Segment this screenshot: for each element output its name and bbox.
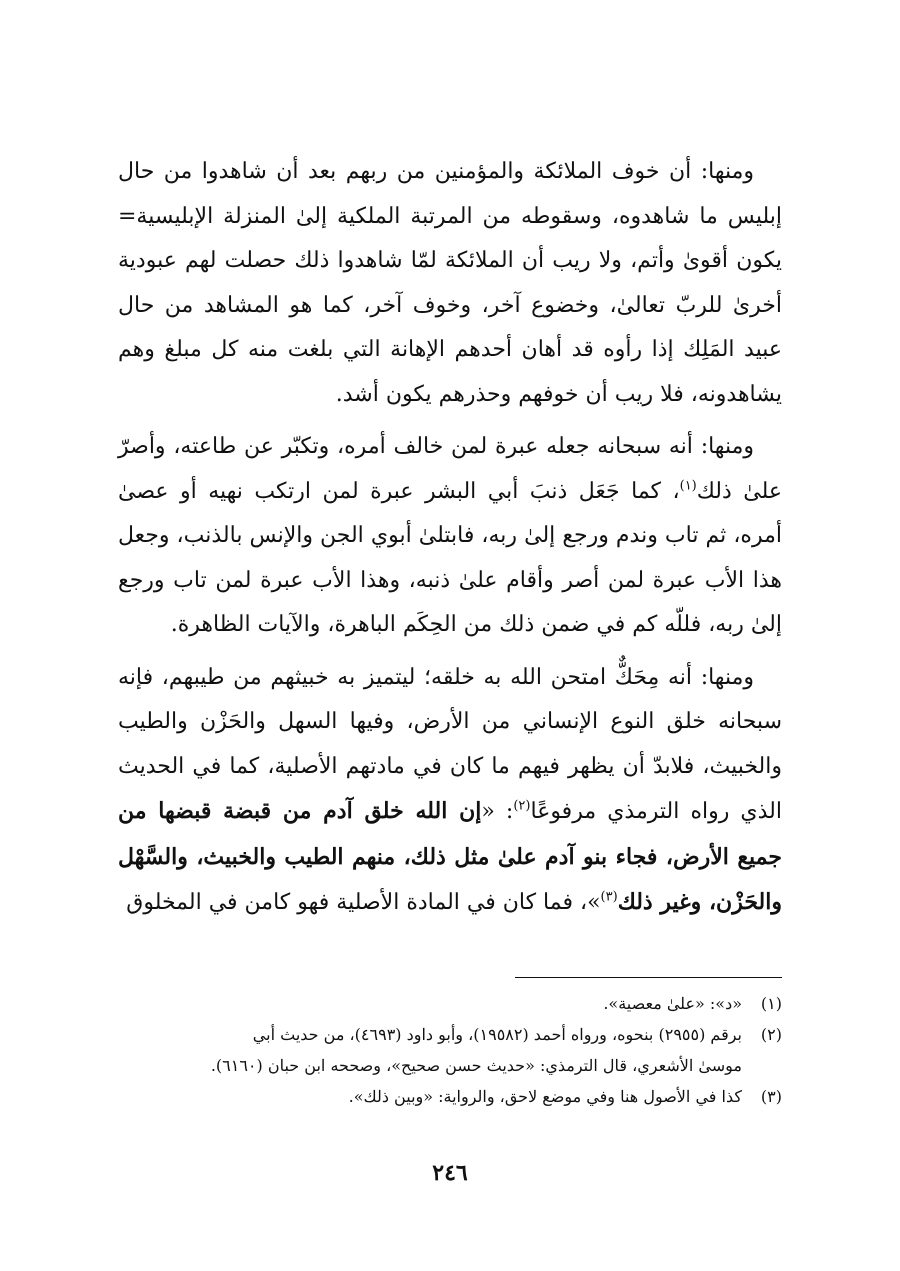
footnote-number: (٢) <box>760 1025 782 1044</box>
footnote-1 <box>118 988 782 1019</box>
footnote-ref-2[interactable]: (٢) <box>513 798 531 814</box>
paragraph-1 <box>118 150 782 417</box>
paragraph-3 <box>118 656 782 926</box>
footnote-text: موسىٰ الأشعري، قال الترمذي: «حديث حسن صحيح»، وصححه ابن حبان (٦١٦٠). <box>210 1056 742 1075</box>
footnote-ref-3[interactable]: (٣) <box>600 889 618 905</box>
quote-open: : « <box>481 799 514 824</box>
footnote-ref-1[interactable]: (١) <box>679 478 697 494</box>
footnote-number: (٣) <box>760 1087 782 1106</box>
footnote-number: (١) <box>760 994 782 1013</box>
paragraph-text: ومنها: أنه مِحَكٌّ امتحن الله به خلقه؛ ليتميز به خبيثهم من طيبهم، فإنه سبحانه خلق النوع الإنساني من الأرض، وفيها السهل والحَزْن والطيب والخبيث، فلابدّ أن يظهر فيهم ما كان في مادتهم الأصلية، كما في الحديث الذي رواه الترمذي مرفوعًا <box>118 664 782 824</box>
main-text <box>118 150 782 934</box>
footnotes <box>118 988 782 1112</box>
paragraph-2 <box>118 425 782 648</box>
footnote-2 <box>118 1019 782 1050</box>
page-number: ٢٤٦ <box>432 1160 468 1186</box>
paragraph-text: ومنها: أن خوف الملائكة والمؤمنين من ربهم بعد أن شاهدوا من حال إبليس ما شاهدوه، وسقوطه من المرتبة الملكية إلىٰ المنزلة الإبليسية= يكون أقوىٰ وأتم، ولا ريب أن الملائكة لمّا شاهدوا ذلك حصلت لهم عبودية أخرىٰ للربّ تعالىٰ، وخضوع آخر، وخوف آخر، كما هو المشاهد من حال عبيد المَلِك إذا رأوه قد أهان أحدهم الإهانة التي بلغت منه كل مبلغ وهم يشاهدونه، فلا ريب أن خوفهم وحذرهم يكون أشد. <box>118 159 782 407</box>
footnote-text: «د»: «علىٰ معصية». <box>603 994 742 1013</box>
hadith-quote: إن الله خلق آدم من قبضة قبضها من جميع الأرض، فجاء بنو آدم علىٰ مثل ذلك، منهم الطيب والخبيث، والسَّهْل والحَزْن، وغير ذلك <box>118 798 782 915</box>
footnote-text: برقم (٢٩٥٥) بنحوه، ورواه أحمد (١٩٥٨٢)، وأبو داود (٤٦٩٣)، من حديث أبي <box>252 1025 742 1044</box>
footnote-separator <box>515 977 782 978</box>
paragraph-text: ومنها: أنه سبحانه جعله عبرة لمن خالف أمره، وتكبّر عن طاعته، وأصرّ علىٰ ذلك <box>118 434 783 504</box>
paragraph-text: »، فما كان في المادة الأصلية فهو كامن في المخلوق <box>126 890 601 915</box>
paragraph-text: ، كما جَعَل ذنبَ أبي البشر عبرة لمن ارتكب نهيه أو عصىٰ أمره، ثم تاب وندم ورجع إلىٰ ربه، فابتلىٰ أبوي الجن والإنس بالذنب، وجعل هذا الأب عبرة لمن أصر وأقام علىٰ ذنبه، وهذا الأب عبرة لمن تاب ورجع إلىٰ ربه، فللّه كم في ضمن ذلك من الحِكَم الباهرة، والآيات الظاهرة. <box>118 478 782 637</box>
footnote-text: كذا في الأصول هنا وفي موضع لاحق، والرواية: «وبين ذلك». <box>348 1087 742 1106</box>
footnote-2-continuation <box>118 1050 782 1081</box>
footnote-3 <box>118 1081 782 1112</box>
